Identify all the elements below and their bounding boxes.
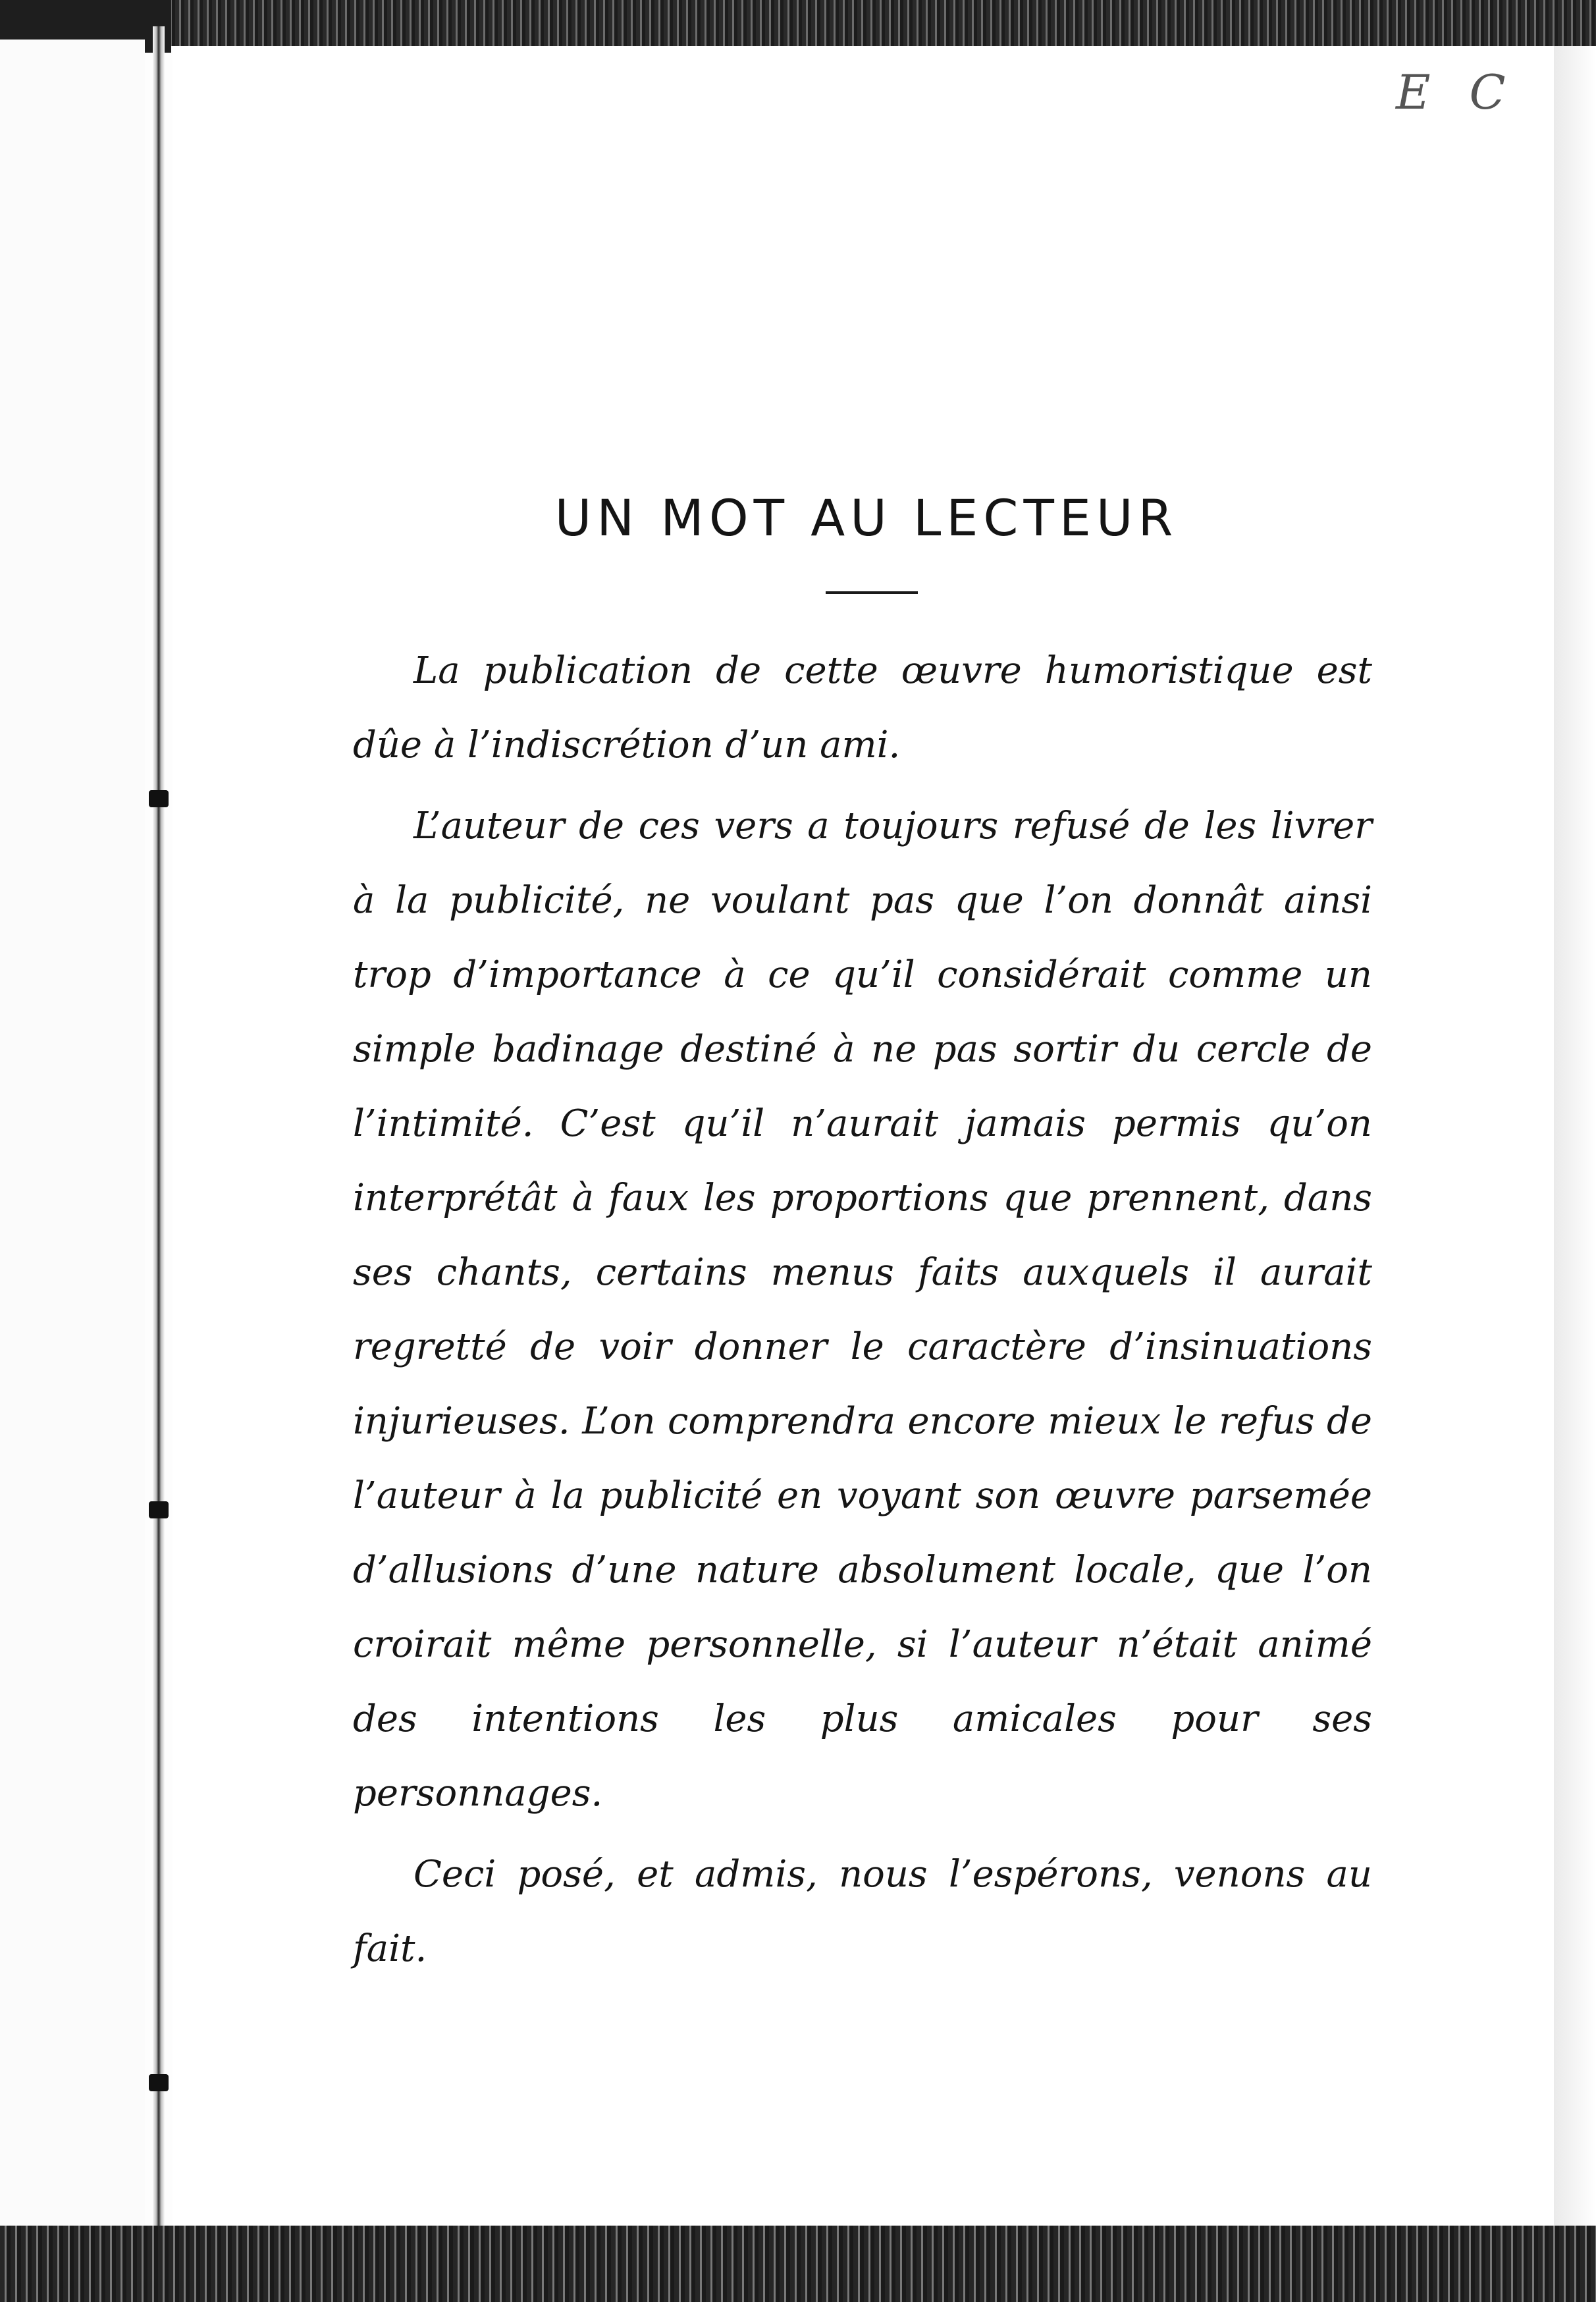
paragraph: L’auteur de ces vers a toujours refusé de les livrer à la publicité, ne voulant pas que l’on donnât ainsi trop d’importance à ce qu’il considérait comme un simple badinage destiné à ne pas sortir du cercle de l’intimité. C’est qu’il n’aurait jamais permis qu’on interprétât à faux les proportions que prennent, dans ses chants, certains menus faits auxquels il aurait regretté de voir donner le caractère d’insinuations injurieuses. L’on comprendra encore mieux le refus de l’auteur à la publicité en voyant son œuvre parsemée d’allusions d’une nature absolument locale, que l’on croirait même personnelle, si l’auteur n’était animé des intentions les plus amicales pour ses personnages.	[353, 805, 1372, 1815]
scanner-band-top	[0, 0, 1596, 46]
facing-page-edge	[0, 40, 145, 2232]
paragraph: La publication de cette œuvre humoristique est dûe à l’indiscrétion d’un ami.	[353, 649, 1372, 766]
paragraph: Ceci posé, et admis, nous l’espérons, venons au fait.	[353, 1853, 1372, 1970]
scanner-band-bottom	[0, 2226, 1596, 2302]
title-divider	[826, 591, 918, 594]
binding-stitch	[149, 2074, 169, 2091]
binding-stitch	[149, 1501, 169, 1518]
page-title: UN MOT AU LECTEUR	[554, 489, 1179, 547]
book-binding	[153, 26, 165, 2239]
binding-stitch	[149, 790, 169, 807]
preface-text	[353, 633, 1372, 1993]
page-edge-shadow	[1554, 46, 1596, 2232]
handwritten-margin-note: E C	[1396, 65, 1518, 120]
